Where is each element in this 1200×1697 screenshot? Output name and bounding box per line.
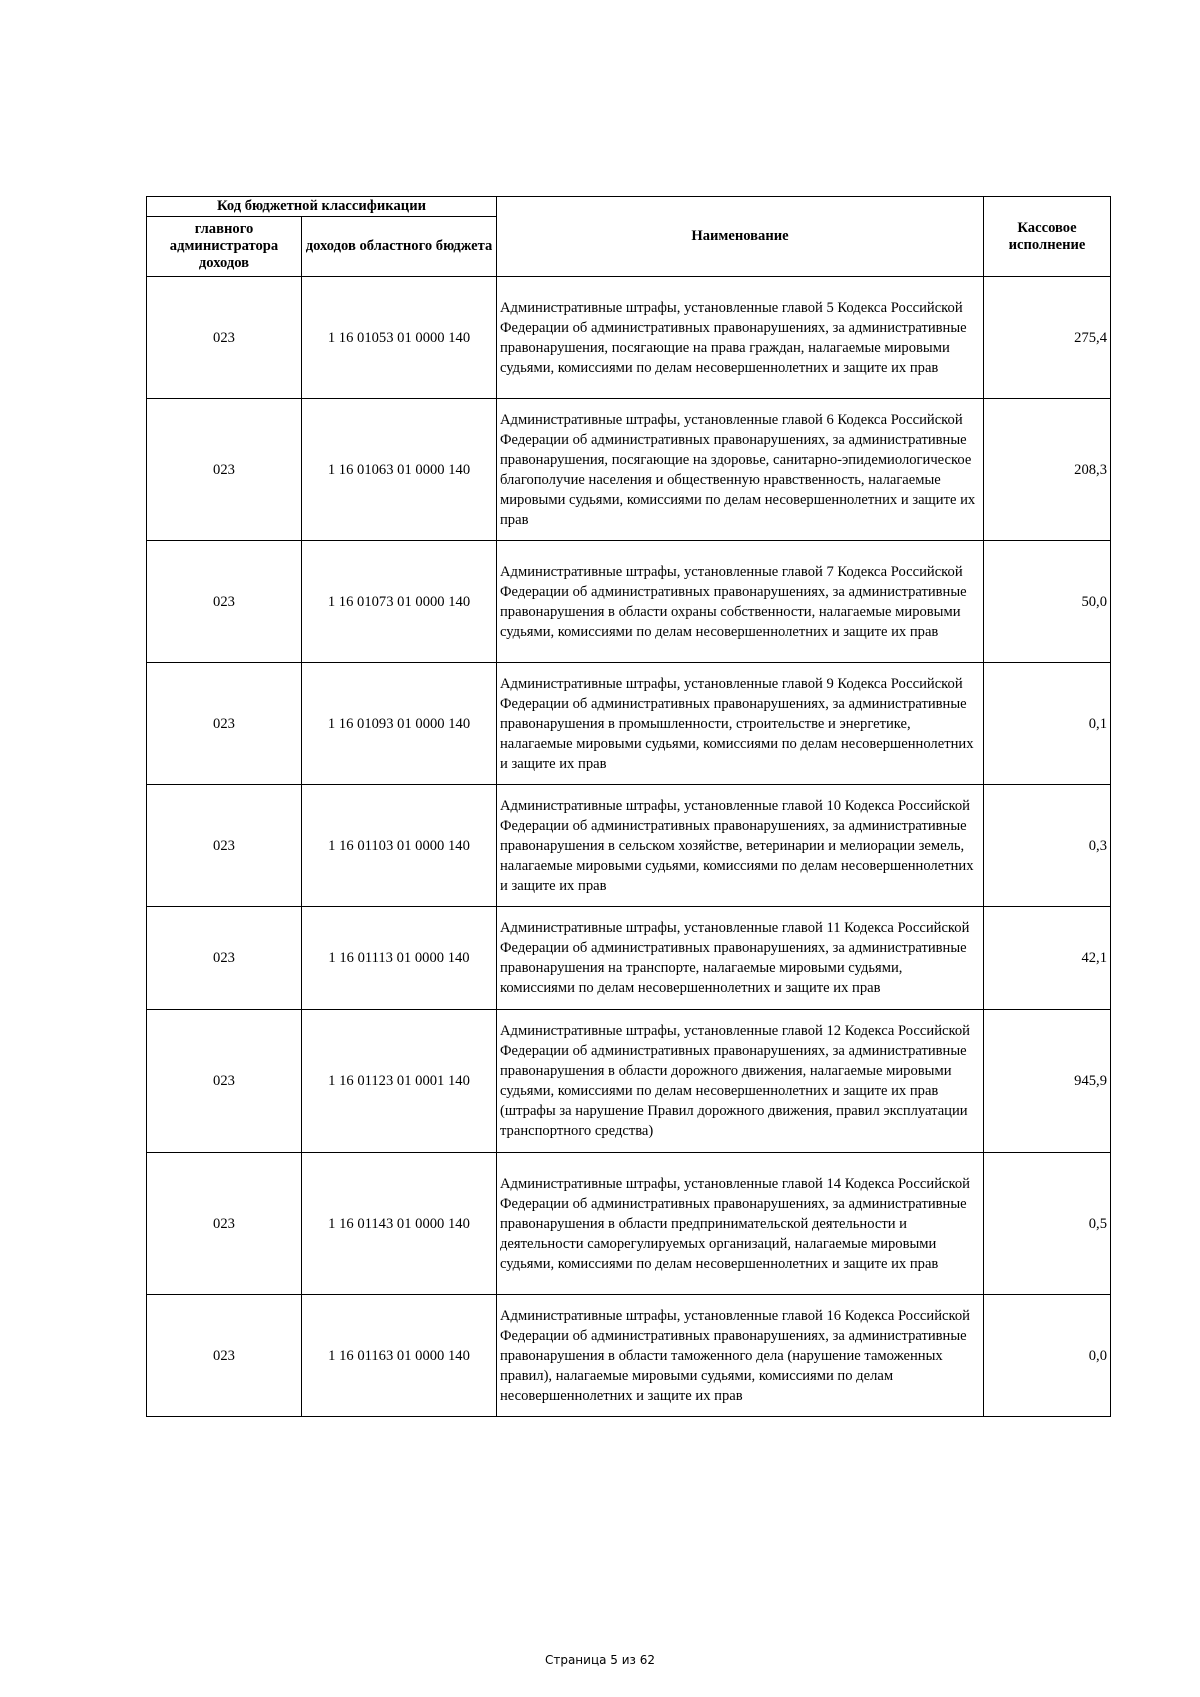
- table-row: [147, 1295, 1111, 1417]
- budget-code-cell: 1 16 01103 01 0000 140: [302, 785, 497, 907]
- name-cell: Административные штрафы, установленные главой 10 Кодекса Российской Федерации об административных правонарушениях, за административные правонарушения в сельском хозяйстве, ветеринарии и мелиорации земель, налагаемые мировыми судьями, комиссиями по делам несовершеннолетних и защите их прав: [497, 785, 984, 907]
- budget-code-cell: 1 16 01123 01 0001 140: [302, 1010, 497, 1153]
- amount-cell: 945,9: [984, 1010, 1111, 1153]
- admin-code-cell: 023: [147, 1010, 302, 1153]
- amount-cell: 0,5: [984, 1153, 1111, 1295]
- table-row: [147, 785, 1111, 907]
- name-column-header: Наименование: [497, 197, 984, 277]
- name-cell: Административные штрафы, установленные главой 5 Кодекса Российской Федерации об административных правонарушениях, за административные правонарушения, посягающие на права граждан, налагаемые мировыми судьями, комиссиями по делам несовершеннолетних и защите их прав: [497, 277, 984, 399]
- budget-code-cell: 1 16 01163 01 0000 140: [302, 1295, 497, 1417]
- admin-code-cell: 023: [147, 1153, 302, 1295]
- name-cell: Административные штрафы, установленные главой 7 Кодекса Российской Федерации об административных правонарушениях, за административные правонарушения в области охраны собственности, налагаемые мировыми судьями, комиссиями по делам несовершеннолетних и защите их прав: [497, 541, 984, 663]
- budget-code-cell: 1 16 01113 01 0000 140: [302, 907, 497, 1010]
- amount-cell: 50,0: [984, 541, 1111, 663]
- budget-code-cell: 1 16 01063 01 0000 140: [302, 399, 497, 541]
- table-row: [147, 907, 1111, 1010]
- amount-column-header: Кассовое исполнение: [984, 197, 1111, 277]
- budget-code-cell: 1 16 01053 01 0000 140: [302, 277, 497, 399]
- amount-cell: 0,0: [984, 1295, 1111, 1417]
- budget-code-cell: 1 16 01093 01 0000 140: [302, 663, 497, 785]
- admin-code-cell: 023: [147, 907, 302, 1010]
- table-row: [147, 399, 1111, 541]
- table-row: [147, 277, 1111, 399]
- name-cell: Административные штрафы, установленные главой 11 Кодекса Российской Федерации об административных правонарушениях, за административные правонарушения на транспорте, налагаемые мировыми судьями, комиссиями по делам несовершеннолетних и защите их прав: [497, 907, 984, 1010]
- amount-cell: 0,1: [984, 663, 1111, 785]
- name-cell: Административные штрафы, установленные главой 12 Кодекса Российской Федерации об административных правонарушениях, за административные правонарушения в области дорожного движения, налагаемые мировыми судьями, комиссиями по делам несовершеннолетних и защите их прав (штрафы за нарушение Правил дорожного движения, правил эксплуатации транспортного средства): [497, 1010, 984, 1153]
- admin-code-cell: 023: [147, 277, 302, 399]
- admin-code-cell: 023: [147, 399, 302, 541]
- code-column-header: доходов областного бюджета: [302, 217, 497, 277]
- amount-cell: 208,3: [984, 399, 1111, 541]
- admin-code-cell: 023: [147, 541, 302, 663]
- amount-cell: 42,1: [984, 907, 1111, 1010]
- budget-table: [146, 196, 1111, 1417]
- admin-code-cell: 023: [147, 785, 302, 907]
- budget-classification-header: Код бюджетной классификации: [147, 197, 497, 217]
- name-cell: Административные штрафы, установленные главой 6 Кодекса Российской Федерации об административных правонарушениях, за административные правонарушения, посягающие на здоровье, санитарно-эпидемиологическое благополучие населения и общественную нравственность, налагаемые мировыми судьями, комиссиями по делам несовершеннолетних и защите их прав: [497, 399, 984, 541]
- table-row: [147, 541, 1111, 663]
- table-row: [147, 663, 1111, 785]
- name-cell: Административные штрафы, установленные главой 9 Кодекса Российской Федерации об административных правонарушениях, за административные правонарушения в промышленности, строительстве и энергетике, налагаемые мировыми судьями, комиссиями по делам несовершеннолетних и защите их прав: [497, 663, 984, 785]
- admin-column-header: главного администратора доходов: [147, 217, 302, 277]
- table-row: [147, 1153, 1111, 1295]
- admin-code-cell: 023: [147, 663, 302, 785]
- name-cell: Административные штрафы, установленные главой 14 Кодекса Российской Федерации об административных правонарушениях, за административные правонарушения в области предпринимательской деятельности и деятельности саморегулируемых организаций, налагаемые мировыми судьями, комиссиями по делам несовершеннолетних и защите их прав: [497, 1153, 984, 1295]
- page-number: Страница 5 из 62: [544, 1653, 656, 1667]
- admin-code-cell: 023: [147, 1295, 302, 1417]
- table-row: [147, 1010, 1111, 1153]
- amount-cell: 0,3: [984, 785, 1111, 907]
- amount-cell: 275,4: [984, 277, 1111, 399]
- budget-code-cell: 1 16 01143 01 0000 140: [302, 1153, 497, 1295]
- name-cell: Административные штрафы, установленные главой 16 Кодекса Российской Федерации об административных правонарушениях, за административные правонарушения в области таможенного дела (нарушение таможенных правил), налагаемые мировыми судьями, комиссиями по делам несовершеннолетних и защите их прав: [497, 1295, 984, 1417]
- budget-code-cell: 1 16 01073 01 0000 140: [302, 541, 497, 663]
